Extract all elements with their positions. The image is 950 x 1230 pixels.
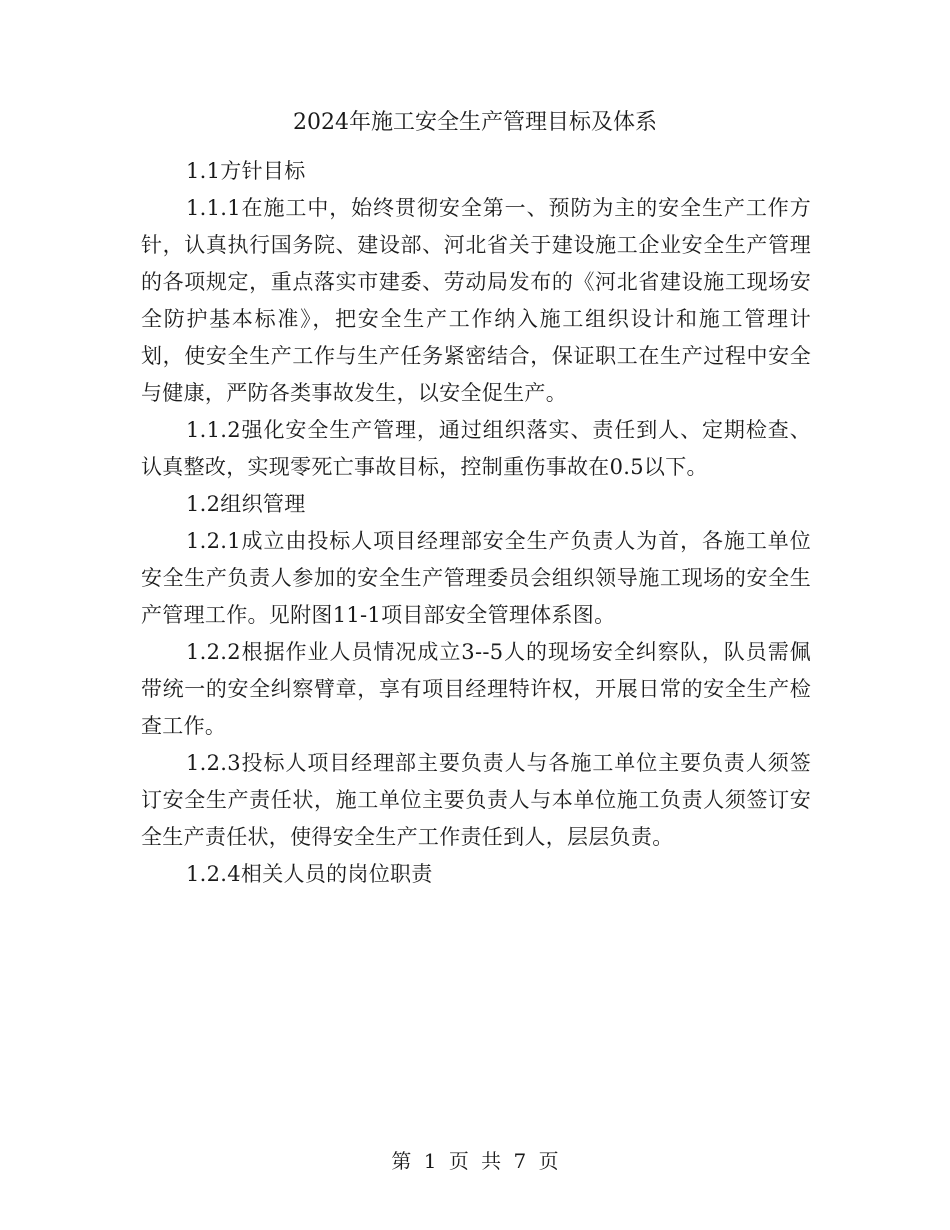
paragraph-1-2-1: 1.2.1成立由投标人项目经理部安全生产负责人为首，各施工单位安全生产负责人参加的安全生产管理委员会组织领导施工现场的安全生产管理工作。见附图11-1项目部安全管理体系图。 <box>141 529 811 627</box>
section-heading-1-1: 1.1方针目标 <box>186 159 306 183</box>
paragraph-1-2-2: 1.2.2根据作业人员情况成立3--5人的现场安全纠察队，队员需佩带统一的安全纠察臂章，享有项目经理特许权，开展日常的安全生产检查工作。 <box>141 640 811 738</box>
paragraph-1-1-2: 1.1.2强化安全生产管理，通过组织落实、责任到人、定期检查、认真整改，实现零死亡事故目标，控制重伤事故在0.5以下。 <box>141 418 811 479</box>
section-heading-1-2: 1.2组织管理 <box>186 492 306 516</box>
document-body <box>141 153 811 893</box>
paragraph-1-2-3: 1.2.3投标人项目经理部主要负责人与各施工单位主要负责人须签订安全生产责任状，施工单位主要负责人与本单位施工负责人须签订安全生产责任状，使得安全生产工作责任到人，层层负责。 <box>141 751 811 849</box>
paragraph-1-2-4: 1.2.4相关人员的岗位职责 <box>186 862 433 886</box>
page-number-footer: 第 1 页 共 7 页 <box>391 1149 559 1173</box>
paragraph-1-1-1: 1.1.1在施工中，始终贯彻安全第一、预防为主的安全生产工作方针，认真执行国务院、建设部、河北省关于建设施工企业安全生产管理的各项规定，重点落实市建委、劳动局发布的《河北省建设施工现场安全防护基本标准》，把安全生产工作纳入施工组织设计和施工管理计划，使安全生产工作与生产任务紧密结合，保证职工在生产过程中安全与健康，严防各类事故发生，以安全促生产。 <box>141 196 811 405</box>
document-title: 2024年施工安全生产管理目标及体系 <box>293 110 657 135</box>
